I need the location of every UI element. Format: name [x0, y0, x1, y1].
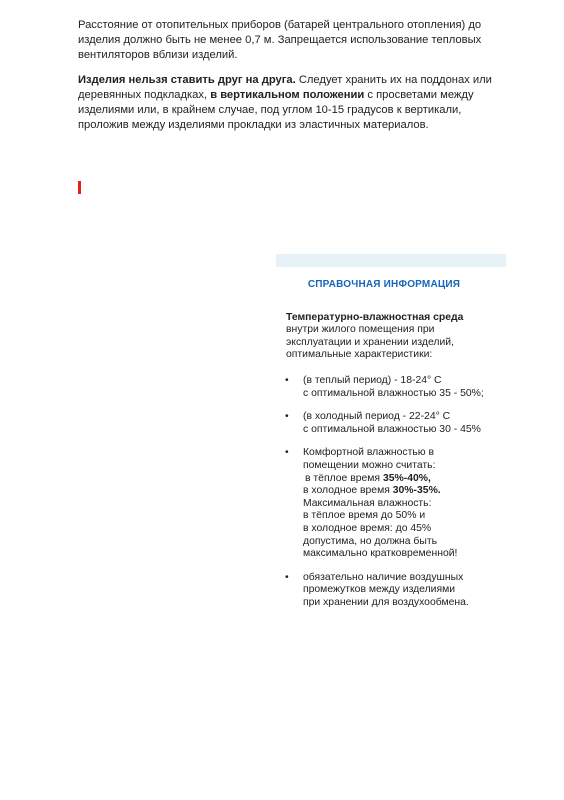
bullet-line: допустима, но должна быть [303, 535, 438, 547]
bullet-line: (в холодный период - 22-24° С [303, 411, 451, 423]
bullet-line: максимально кратковременной! [303, 548, 458, 560]
bullet-line: промежутков между изделиями [303, 584, 456, 596]
stacking-paragraph [78, 73, 508, 133]
warm-humidity-value: 35%-40%, [382, 472, 431, 484]
bullet-line: в тёплое время до 50% и [303, 510, 426, 522]
cold-label: в холодное время [303, 485, 393, 497]
intro-line: внутри жилого помещения при [286, 324, 435, 336]
stacking-text-1: Следует хранить их на поддонах или деревянных подкладках, [78, 74, 492, 101]
bullet-dot: • [285, 571, 289, 583]
warm-label: в тёплое время [305, 472, 383, 484]
bullet-dot: • [285, 447, 289, 459]
bullet-dot: • [285, 374, 289, 386]
stacking-warning: Изделия нельзя ставить друг на друга. [78, 74, 296, 86]
bullet-comfort-humidity [284, 447, 506, 560]
bullet-line: в холодное время: до 45% [303, 522, 432, 534]
climate-bullet-list [284, 375, 506, 610]
red-section-marker [78, 181, 81, 194]
intro-line: оптимальные характеристики: [286, 349, 433, 361]
bullet-air-gaps [284, 572, 506, 610]
bullet-line: с оптимальной влажностью 35 - 50%; [303, 387, 484, 399]
bullet-line: помещении можно считать: [303, 459, 436, 471]
bullet-line [303, 473, 506, 486]
intro-lead: Температурно-влажностная среда [286, 311, 464, 323]
bullet-line: обязательно наличие воздушных [303, 571, 464, 583]
reference-info-sidebar [284, 279, 506, 620]
bullet-line: при хранении для воздухообмена. [303, 596, 469, 608]
storage-instructions [78, 18, 508, 143]
intro-line: эксплуатации и хранении изделий, [286, 336, 454, 348]
bullet-line: с оптимальной влажностью 30 - 45% [303, 423, 481, 435]
vertical-position-emphasis: в вертикальном положении [210, 89, 365, 101]
sidebar-title: СПРАВОЧНАЯ ИНФОРМАЦИЯ [307, 279, 461, 290]
stacking-text-2: с просветами между изделиями или, в крайнем случае, под углом 10-15 градусов к вертикали, проложив между изделиями прокладки из эластичных материалов. [78, 89, 474, 131]
bullet-dot: • [285, 411, 289, 423]
sidebar-header-band [276, 254, 506, 267]
bullet-warm-period [284, 375, 506, 400]
bullet-line [303, 485, 506, 498]
sidebar-intro [286, 312, 506, 362]
bullet-cold-period [284, 411, 506, 436]
bullet-line: Комфортной влажностью в [303, 447, 434, 459]
cold-humidity-value: 30%-35%. [392, 485, 441, 497]
bullet-line: (в теплый период) - 18-24° С [303, 374, 442, 386]
bullet-line: Максимальная влажность: [303, 497, 432, 509]
heating-distance-paragraph: Расстояние от отопительных приборов (батарей центрального отопления) до изделия должно быть не менее 0,7 м. Запрещается использование тепловых вентиляторов вблизи изделий. [78, 19, 482, 61]
